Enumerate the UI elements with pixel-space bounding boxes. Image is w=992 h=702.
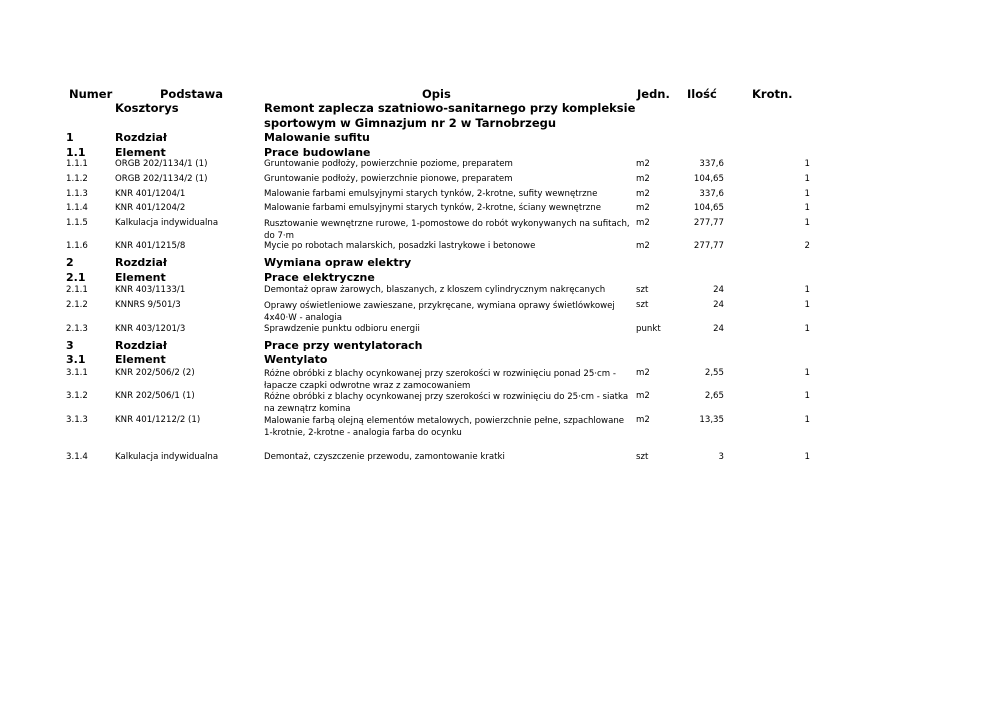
- row-unit: szt: [636, 285, 649, 295]
- row-multiplier: 1: [804, 218, 810, 228]
- row-description: Różne obróbki z blachy ocynkowanej przy szerokości w rozwinięciu do 25·cm - siatka na zewnątrz komina: [264, 392, 629, 414]
- section-title: Prace przy wentylatorach: [264, 339, 423, 352]
- row-basis: KNR 401/1204/2: [115, 203, 186, 213]
- row-basis: KNR 202/506/1 (1): [115, 391, 195, 401]
- row-unit: m2: [636, 218, 650, 228]
- row-basis: ORGB 202/1134/1 (1): [115, 159, 208, 169]
- section-label: Rozdział: [115, 131, 167, 144]
- row-multiplier: 1: [804, 300, 810, 310]
- row-quantity: 3: [718, 452, 724, 462]
- row-number: 1.1.1: [66, 159, 88, 169]
- element-number: 2.1: [66, 271, 86, 284]
- row-description: Demontaż opraw żarowych, blaszanych, z kloszem cylindrycznym nakręcanych: [264, 285, 606, 295]
- row-basis: KNR 403/1133/1: [115, 285, 186, 295]
- row-unit: szt: [636, 452, 649, 462]
- element-label: Element: [115, 146, 166, 159]
- row-number: 3.1.3: [66, 415, 88, 425]
- row-quantity: 104,65: [693, 203, 724, 213]
- header-podstawa: Podstawa: [160, 87, 224, 101]
- row-description: Różne obróbki z blachy ocynkowanej przy szerokości w rozwinięciu ponad 25·cm - łapacze czapki odwrotne wraz z zamocowaniem: [264, 369, 616, 391]
- row-unit: szt: [636, 300, 649, 310]
- row-basis: KNR 401/1212/2 (1): [115, 415, 201, 425]
- element-title: Prace budowlane: [264, 146, 371, 159]
- element-title: Wentylato: [264, 353, 328, 366]
- row-basis: KNR 401/1204/1: [115, 189, 186, 199]
- row-multiplier: 1: [804, 285, 810, 295]
- row-quantity: 337,6: [699, 189, 724, 199]
- element-title: Prace elektryczne: [264, 271, 375, 284]
- section-number: 1: [66, 131, 74, 144]
- row-multiplier: 1: [804, 174, 810, 184]
- element-label: Element: [115, 353, 166, 366]
- header-jedn: Jedn.: [637, 87, 670, 101]
- row-description: Mycie po robotach malarskich, posadzki lastrykowe i betonowe: [264, 241, 536, 251]
- row-quantity: 13,35: [699, 415, 724, 425]
- row-unit: m2: [636, 159, 650, 169]
- row-unit: m2: [636, 391, 650, 401]
- row-description: Oprawy oświetleniowe zawieszane, przykręcane, wymiana oprawy świetlówkowej 4x40·W - analogia: [264, 301, 615, 323]
- row-description: Malowanie farbami emulsyjnymi starych tynków, 2-krotne, ściany wewnętrzne: [264, 203, 601, 213]
- row-number: 3.1.4: [66, 452, 88, 462]
- row-number: 1.1.5: [66, 218, 88, 228]
- section-label: Rozdział: [115, 256, 167, 269]
- row-quantity: 337,6: [699, 159, 724, 169]
- row-description: Gruntowanie podłoży, powierzchnie pionowe, preparatem: [264, 174, 513, 184]
- row-basis: ORGB 202/1134/2 (1): [115, 174, 208, 184]
- row-basis: KNR 202/506/2 (2): [115, 368, 195, 378]
- row-multiplier: 1: [804, 203, 810, 213]
- row-multiplier: 2: [804, 241, 810, 251]
- row-unit: m2: [636, 189, 650, 199]
- row-quantity: 104,65: [693, 174, 724, 184]
- row-quantity: 277,77: [693, 241, 724, 251]
- row-number: 3.1.2: [66, 391, 88, 401]
- row-basis: KNR 403/1201/3: [115, 324, 186, 334]
- row-multiplier: 1: [804, 324, 810, 334]
- header-numer: Numer: [69, 87, 113, 101]
- row-multiplier: 1: [804, 368, 810, 378]
- estimate-title-line2: sportowym w Gimnazjum nr 2 w Tarnobrzegu: [264, 116, 557, 130]
- row-unit: m2: [636, 241, 650, 251]
- row-unit: m2: [636, 415, 650, 425]
- row-number: 2.1.2: [66, 300, 88, 310]
- row-number: 2.1.3: [66, 324, 88, 334]
- element-number: 1.1: [66, 146, 86, 159]
- row-quantity: 2,65: [704, 391, 724, 401]
- row-quantity: 2,55: [704, 368, 724, 378]
- row-multiplier: 1: [804, 452, 810, 462]
- row-basis: Kalkulacja indywidualna: [115, 452, 219, 462]
- header-ilosc: Ilość: [687, 87, 717, 101]
- row-unit: punkt: [636, 324, 661, 334]
- header-kosztorys: Kosztorys: [115, 101, 179, 115]
- row-number: 1.1.2: [66, 174, 88, 184]
- row-description: Sprawdzenie punktu odbioru energii: [264, 324, 420, 334]
- row-unit: m2: [636, 174, 650, 184]
- row-description: Demontaż, czyszczenie przewodu, zamontowanie kratki: [264, 452, 505, 462]
- row-number: 1.1.6: [66, 241, 88, 251]
- row-number: 1.1.3: [66, 189, 88, 199]
- element-number: 3.1: [66, 353, 86, 366]
- row-multiplier: 1: [804, 391, 810, 401]
- row-quantity: 277,77: [693, 218, 724, 228]
- section-number: 2: [66, 256, 74, 269]
- row-multiplier: 1: [804, 159, 810, 169]
- row-quantity: 24: [713, 324, 724, 334]
- row-description: Malowanie farbami emulsyjnymi starych tynków, 2-krotne, sufity wewnętrzne: [264, 189, 598, 199]
- row-unit: m2: [636, 368, 650, 378]
- row-description: Gruntowanie podłoży, powierzchnie poziome, preparatem: [264, 159, 513, 169]
- row-unit: m2: [636, 203, 650, 213]
- section-title: Malowanie sufitu: [264, 131, 370, 144]
- row-basis: KNR 401/1215/8: [115, 241, 186, 251]
- row-number: 1.1.4: [66, 203, 88, 213]
- section-label: Rozdział: [115, 339, 167, 352]
- row-description: Malowanie farbą olejną elementów metalowych, powierzchnie pełne, szpachlowane 1-krotnie, 2-krotne - analogia farba do ocynku: [264, 416, 625, 438]
- row-number: 3.1.1: [66, 368, 88, 378]
- row-number: 2.1.1: [66, 285, 88, 295]
- estimate-title-line1: Remont zaplecza szatniowo-sanitarnego przy kompleksie: [264, 101, 636, 115]
- row-quantity: 24: [713, 285, 724, 295]
- row-basis: KNNRS 9/501/3: [115, 300, 181, 310]
- header-opis: Opis: [422, 87, 451, 101]
- section-number: 3: [66, 339, 74, 352]
- header-krotn: Krotn.: [752, 87, 793, 101]
- row-basis: Kalkulacja indywidualna: [115, 218, 219, 228]
- row-quantity: 24: [713, 300, 724, 310]
- section-title: Wymiana opraw elektry: [264, 256, 412, 269]
- element-label: Element: [115, 271, 166, 284]
- row-description: Rusztowanie wewnętrzne rurowe, 1-pomostowe do robót wykonywanych na sufitach, do 7·m: [264, 219, 630, 241]
- row-multiplier: 1: [804, 415, 810, 425]
- row-multiplier: 1: [804, 189, 810, 199]
